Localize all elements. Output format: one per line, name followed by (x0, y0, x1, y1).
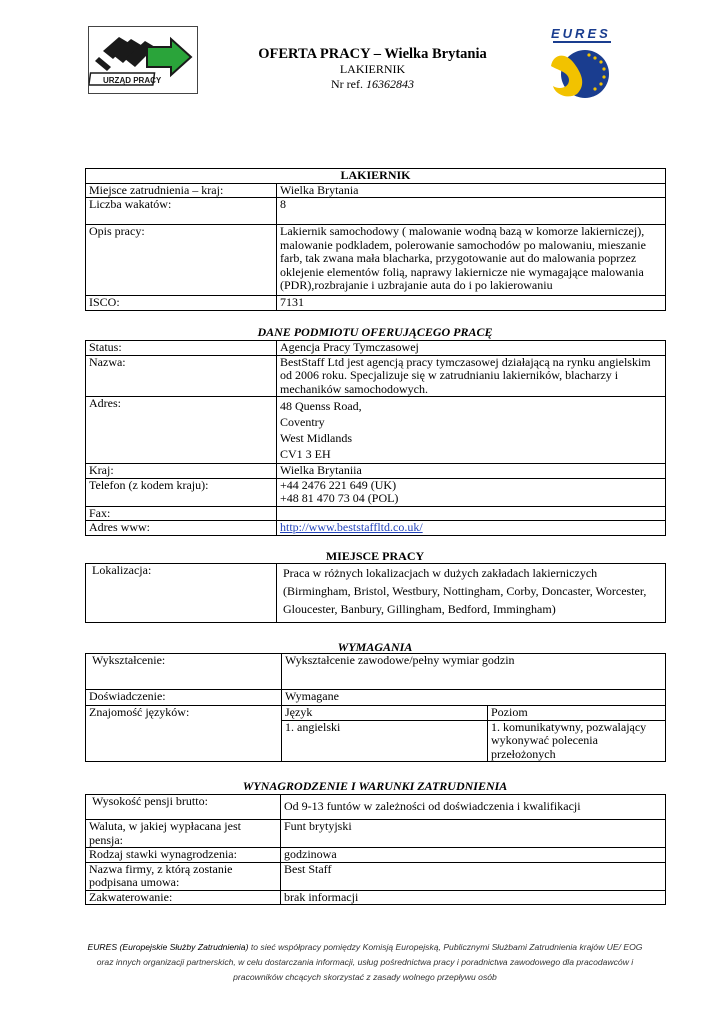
urzad-pracy-logo (88, 26, 198, 94)
employer-heading: DANE PODMIOTU OFERUJĄCEGO PRACĘ (257, 325, 493, 339)
company-label: Nazwa firmy, z którą zostanie podpisana umowa: (86, 862, 281, 890)
phone-value (277, 478, 666, 506)
experience-label: Doświadczenie: (86, 690, 282, 706)
footer-bold: EURES (Europejskie Służby Zatrudnienia) (87, 942, 249, 952)
company-value: Best Staff (281, 862, 666, 890)
address-line1: 48 Quenss Road, (280, 399, 362, 413)
logo-left-text: URZĄD PRACY (103, 76, 162, 85)
address-value (277, 397, 666, 464)
level-value: 1. komunikatywny, pozwalający wykonywać polecenia przełożonych (488, 720, 666, 762)
location-value: Wielka Brytania (277, 183, 666, 198)
address-line4: CV1 3 EH (280, 447, 331, 461)
address-label: Adres: (86, 397, 277, 464)
rate-label: Rodzaj stawki wynagrodzenia: (86, 848, 281, 863)
salary-heading: WYNAGRODZENIE I WARUNKI ZATRUDNIENIA (242, 779, 508, 793)
experience-value: Wymagane (282, 690, 666, 706)
phone-value-uk: +44 2476 221 649 (UK) (280, 477, 397, 492)
page-title: OFERTA PRACY – Wielka Brytania (258, 46, 487, 62)
gross-value: Od 9-13 funtów w zależności od doświadczenia i kwalifikacji (281, 795, 666, 820)
footer-line3: pracowników chcących skorzystać z zasady wolnego przepływu osób (233, 972, 497, 982)
workplace-location-value: Praca w różnych lokalizacjach w dużych zakładach lakierniczych (Birmingham, Bristol, Westbury, Nottingham, Corby, Doncaster, Worcester, Gloucester, Banbury, Gillingham, Bedford, Immingham) (277, 564, 666, 623)
name-label: Nazwa: (86, 355, 277, 397)
level-column-header: Poziom (488, 706, 666, 721)
ref-label: Nr ref. (331, 77, 363, 91)
education-label: Wykształcenie: (86, 654, 282, 690)
housing-label: Zakwaterowanie: (86, 890, 281, 905)
housing-value: brak informacji (281, 890, 666, 905)
phone-label: Telefon (z kodem kraju): (86, 478, 277, 506)
isco-value: 7131 (277, 296, 666, 311)
rate-value: godzinowa (281, 848, 666, 863)
workplace-table (85, 563, 666, 623)
phone-value-pol: +48 81 470 73 04 (POL) (280, 491, 399, 505)
fax-label: Fax: (86, 506, 277, 521)
gross-label: Wysokość pensji brutto: (86, 795, 281, 820)
footer-note (80, 940, 650, 985)
website-link[interactable]: http://www.beststaffltd.co.uk/ (280, 520, 423, 534)
address-line2: Coventry (280, 415, 325, 429)
language-value: 1. angielski (282, 720, 488, 762)
name-value: BestStaff Ltd jest agencją pracy tymczasowej działającą na rynku angielskim od 2006 roku. Specjalizuje się w zatrudnianiu lakierników, blacharzy i mechaników samochodowych. (277, 355, 666, 397)
language-column-header: Język (282, 706, 488, 721)
country-label: Kraj: (86, 464, 277, 479)
requirements-heading: WYMAGANIA (337, 640, 413, 654)
currency-label: Waluta, w jakiej wypłacana jest pensja: (86, 820, 281, 848)
education-value: Wykształcenie zawodowe/pełny wymiar godzin (282, 654, 666, 690)
www-label: Adres www: (86, 521, 277, 536)
location-label: Miejsce zatrudnienia – kraj: (86, 183, 277, 198)
description-label: Opis pracy: (86, 225, 277, 296)
isco-label: ISCO: (86, 296, 277, 311)
workplace-heading: MIEJSCE PRACY (325, 549, 425, 563)
page-subtitle: LAKIERNIK (339, 62, 406, 76)
vacancies-label: Liczba wakatów: (86, 198, 277, 225)
footer-line1: to sieć współpracy pomiędzy Komisją Europejską, Publicznymi Służbami Zatrudnienia krajów UE/ EOG (250, 942, 643, 952)
ref-value: 16362843 (365, 77, 414, 91)
eures-logo (543, 24, 619, 100)
languages-label: Znajomość języków: (86, 706, 282, 762)
address-line3: West Midlands (280, 431, 353, 445)
footer-line2: oraz innych organizacji partnerskich, w celu dostarczania informacji, usług pośrednictwa pracy i poradnictwa zawodowego dla pracodawców i (96, 957, 634, 967)
description-value: Lakiernik samochodowy ( malowanie wodną bazą w komorze lakierniczej), malowanie podkladem, polerowanie samochodów po malowaniu, mieszanie farb, tak zwana mała blacharka, przygotowanie aut do malowania poprzez oklejenie elementów folią, naprawy lakiernicze nie wymagające malowania (PDR),rozbrajanie i uzbrajanie auta do i po lakierowaniu (277, 225, 666, 296)
eures-logo-text: EURES (551, 26, 611, 41)
job-table (85, 168, 666, 311)
salary-table (85, 794, 666, 905)
reference-number (200, 77, 545, 92)
country-value: Wielka Brytaniia (277, 464, 666, 479)
vacancies-value: 8 (277, 198, 666, 225)
workplace-location-label: Lokalizacja: (86, 564, 277, 623)
fax-value (277, 506, 666, 521)
requirements-table (85, 653, 666, 762)
status-value: Agencja Pracy Tymczasowej (277, 341, 666, 356)
currency-value: Funt brytyjski (281, 820, 666, 848)
status-label: Status: (86, 341, 277, 356)
job-heading: LAKIERNIK (86, 169, 666, 184)
employer-table (85, 340, 666, 536)
